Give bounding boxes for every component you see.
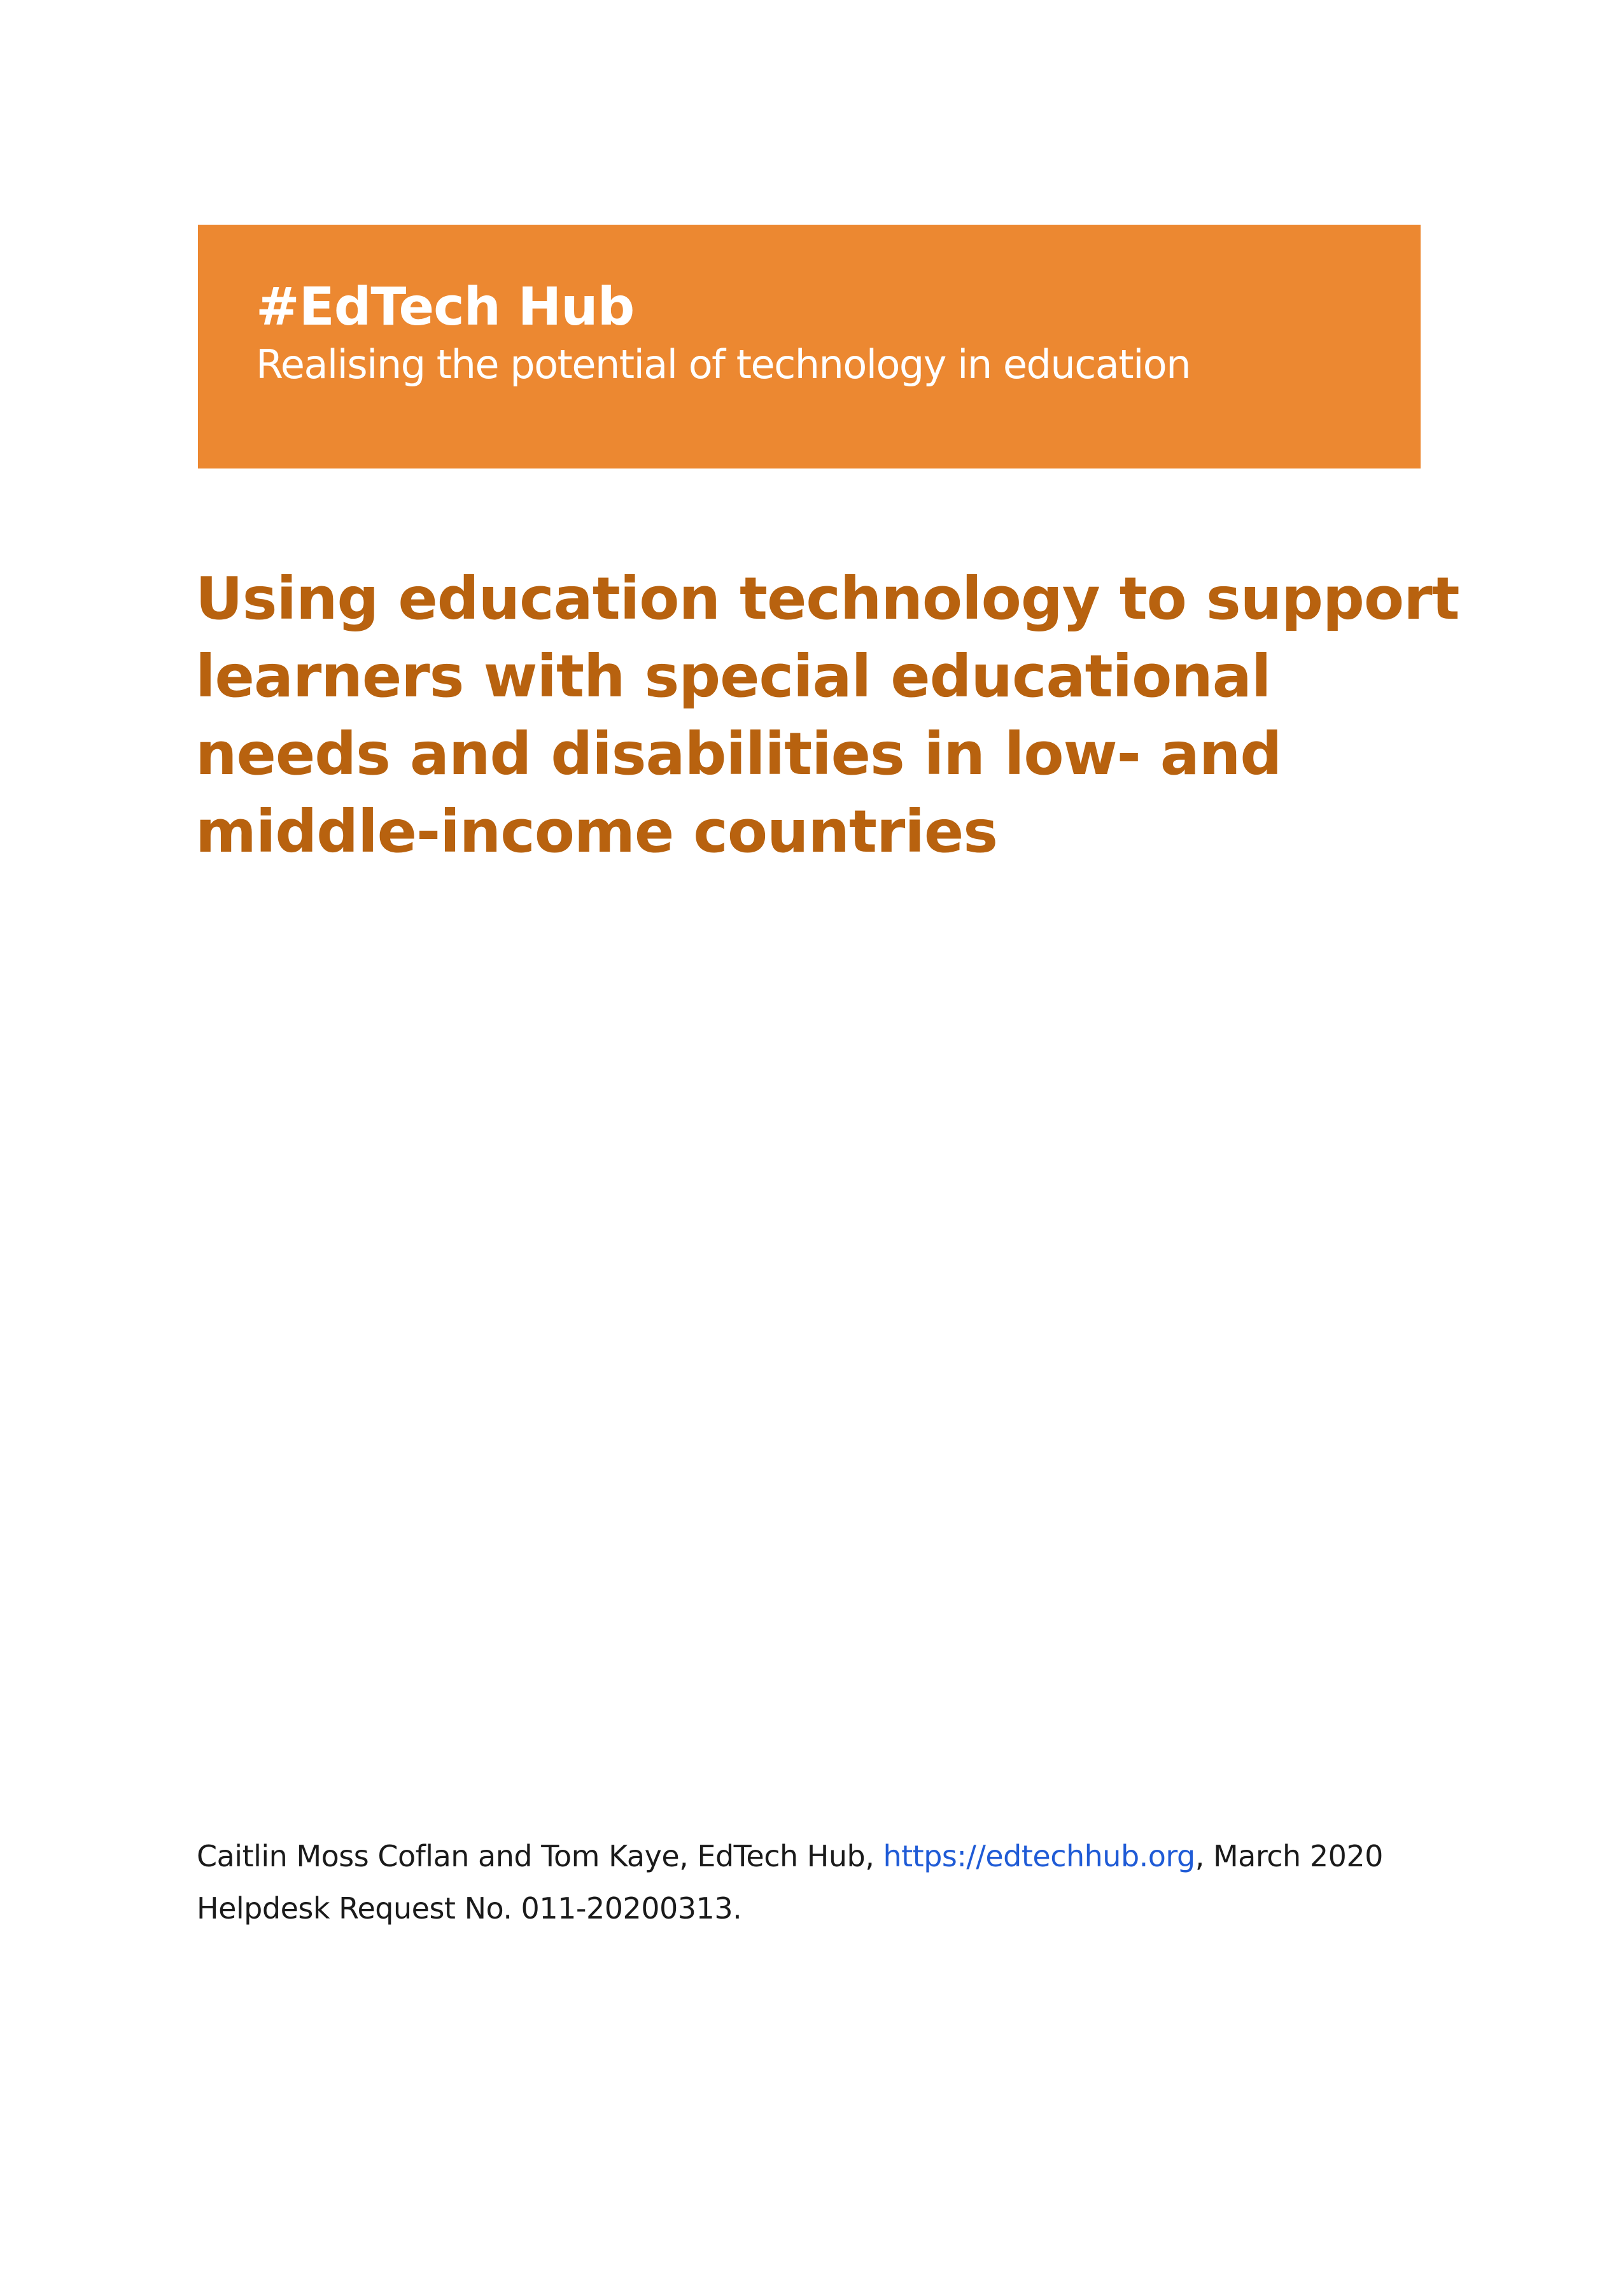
banner-title: #EdTech Hub: [256, 277, 635, 337]
helpdesk-request: Helpdesk Request No. 011-20200313.: [197, 1891, 742, 1926]
date-text: , March 2020: [1195, 1839, 1383, 1873]
credits-block: [197, 1830, 1438, 1934]
banner-subtitle: Realising the potential of technology in education: [256, 341, 1191, 388]
title-line-4: middle-income countries: [195, 798, 998, 866]
title-line-2: learners with special educational: [195, 642, 1271, 710]
authors-text: Caitlin Moss Coflan and Tom Kaye, EdTech Hub,: [197, 1839, 883, 1873]
document-title: [195, 560, 1459, 871]
title-line-1: Using education technology to support: [195, 565, 1459, 633]
authors-line: [197, 1830, 1438, 1882]
edtechhub-link[interactable]: https://edtechhub.org: [883, 1839, 1195, 1873]
title-line-3: needs and disabilities in low- and: [195, 720, 1282, 788]
edtech-hub-banner: [198, 225, 1421, 468]
